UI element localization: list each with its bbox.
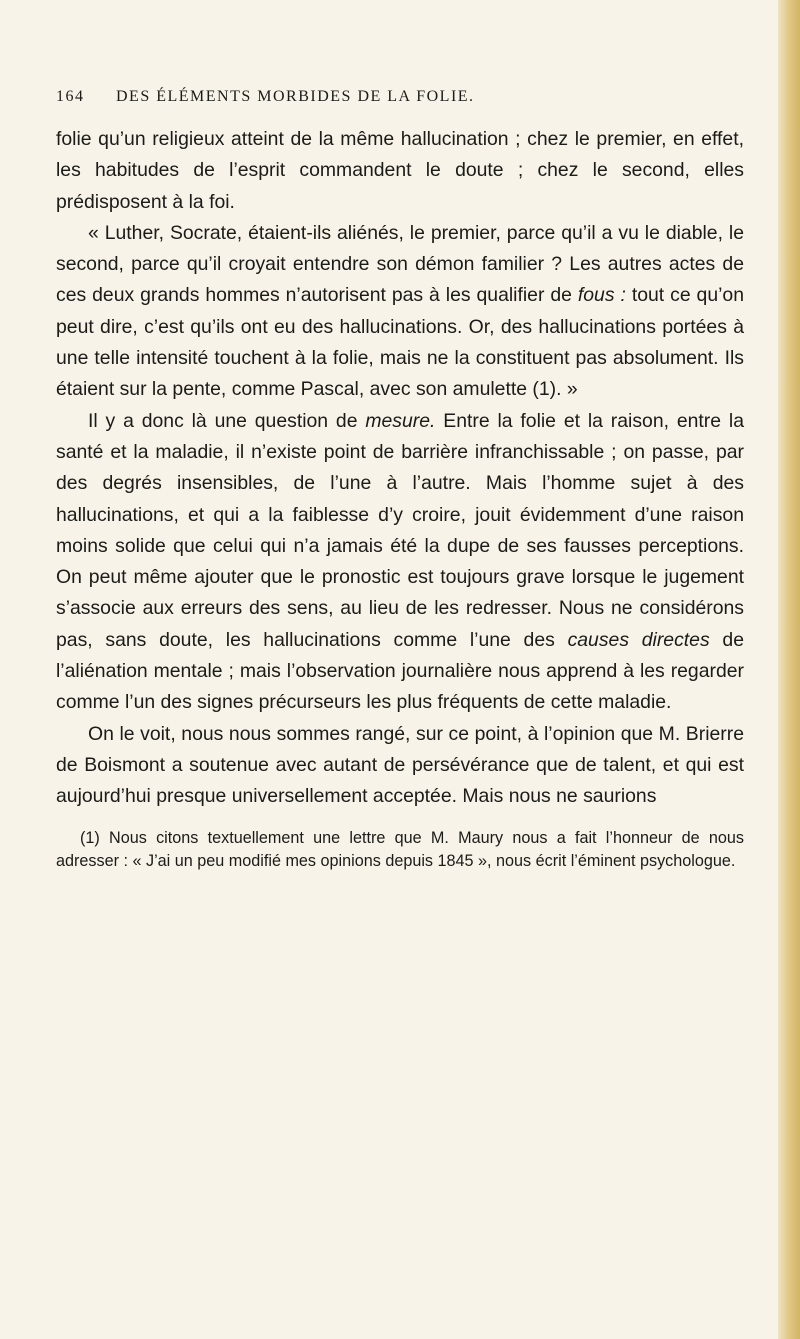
book-page: [56, 84, 744, 873]
italic-text: mesure.: [365, 409, 436, 432]
page-number: 164: [56, 88, 85, 105]
page-edge: [778, 0, 800, 1339]
text-run: Il y a donc là une question de: [88, 409, 366, 432]
italic-text: fous :: [577, 284, 626, 307]
body-text: [56, 124, 744, 813]
paragraph: [56, 719, 744, 813]
text-run: tout ce qu’on peut dire, c’est qu’ils ont eu des hallucinations. Or, des hallucinations portées à une telle intensité touchent à la folie, mais ne la constituent pas absolument. Ils étaient sur la pente, comme Pascal, avec son amulette (1). »: [56, 284, 744, 401]
text-run: Entre la folie et la raison, entre la santé et la maladie, il n’existe point de barrière infranchissable ; on passe, par des degrés insensibles, de l’une à l’autre. Mais l’homme sujet à des hallucinations, et qui a la faiblesse d’y croire, jouit évidemment d’une raison moins solide que celui qui n’a jamais été la dupe de ses fausses perceptions. On peut même ajouter que le pronostic est toujours grave lorsque le jugement s’associe aux erreurs des sens, au lieu de les redresser. Nous ne considérons pas, sans doute, les hallucinations comme l’une des: [56, 409, 744, 651]
paragraph: [56, 218, 744, 406]
running-head: [56, 84, 744, 124]
text-run: On le voit, nous nous sommes rangé, sur ce point, à l’opinion que M. Brierre de Boismont a soutenue avec autant de persévérance que de talent, et qui est aujourd’hui presque universellement acceptée. Mais nous ne saurions: [56, 722, 744, 808]
text-run: folie qu’un religieux atteint de la même hallucination ; chez le premier, en effet, les habitudes de l’esprit commandent le doute ; chez le second, elles prédisposent à la foi.: [56, 128, 744, 213]
footnote: (1) Nous citons textuellement une lettre que M. Maury nous a fait l’honneur de nous adresser : « J’ai un peu modifié mes opinions depuis 1845 », nous écrit l’éminent psychologue.: [56, 828, 744, 870]
italic-text: causes directes: [567, 628, 710, 651]
text-run: « Luther, Socrate, étaient-ils aliénés, le premier, parce qu’il a vu le diable, le second, parce qu’il croyait entendre son démon familier ? Les autres actes de ces deux grands hommes n’autorisent pas à les qualifier de: [56, 221, 744, 307]
paragraph: [56, 124, 744, 218]
paragraph: [56, 406, 744, 719]
text-run: de l’aliénation mentale ; mais l’observation journalière nous apprend à les regarder comme l’un des signes précurseurs les plus fréquents de cette maladie.: [56, 628, 744, 714]
running-title: DES ÉLÉMENTS MORBIDES DE LA FOLIE.: [116, 88, 475, 105]
